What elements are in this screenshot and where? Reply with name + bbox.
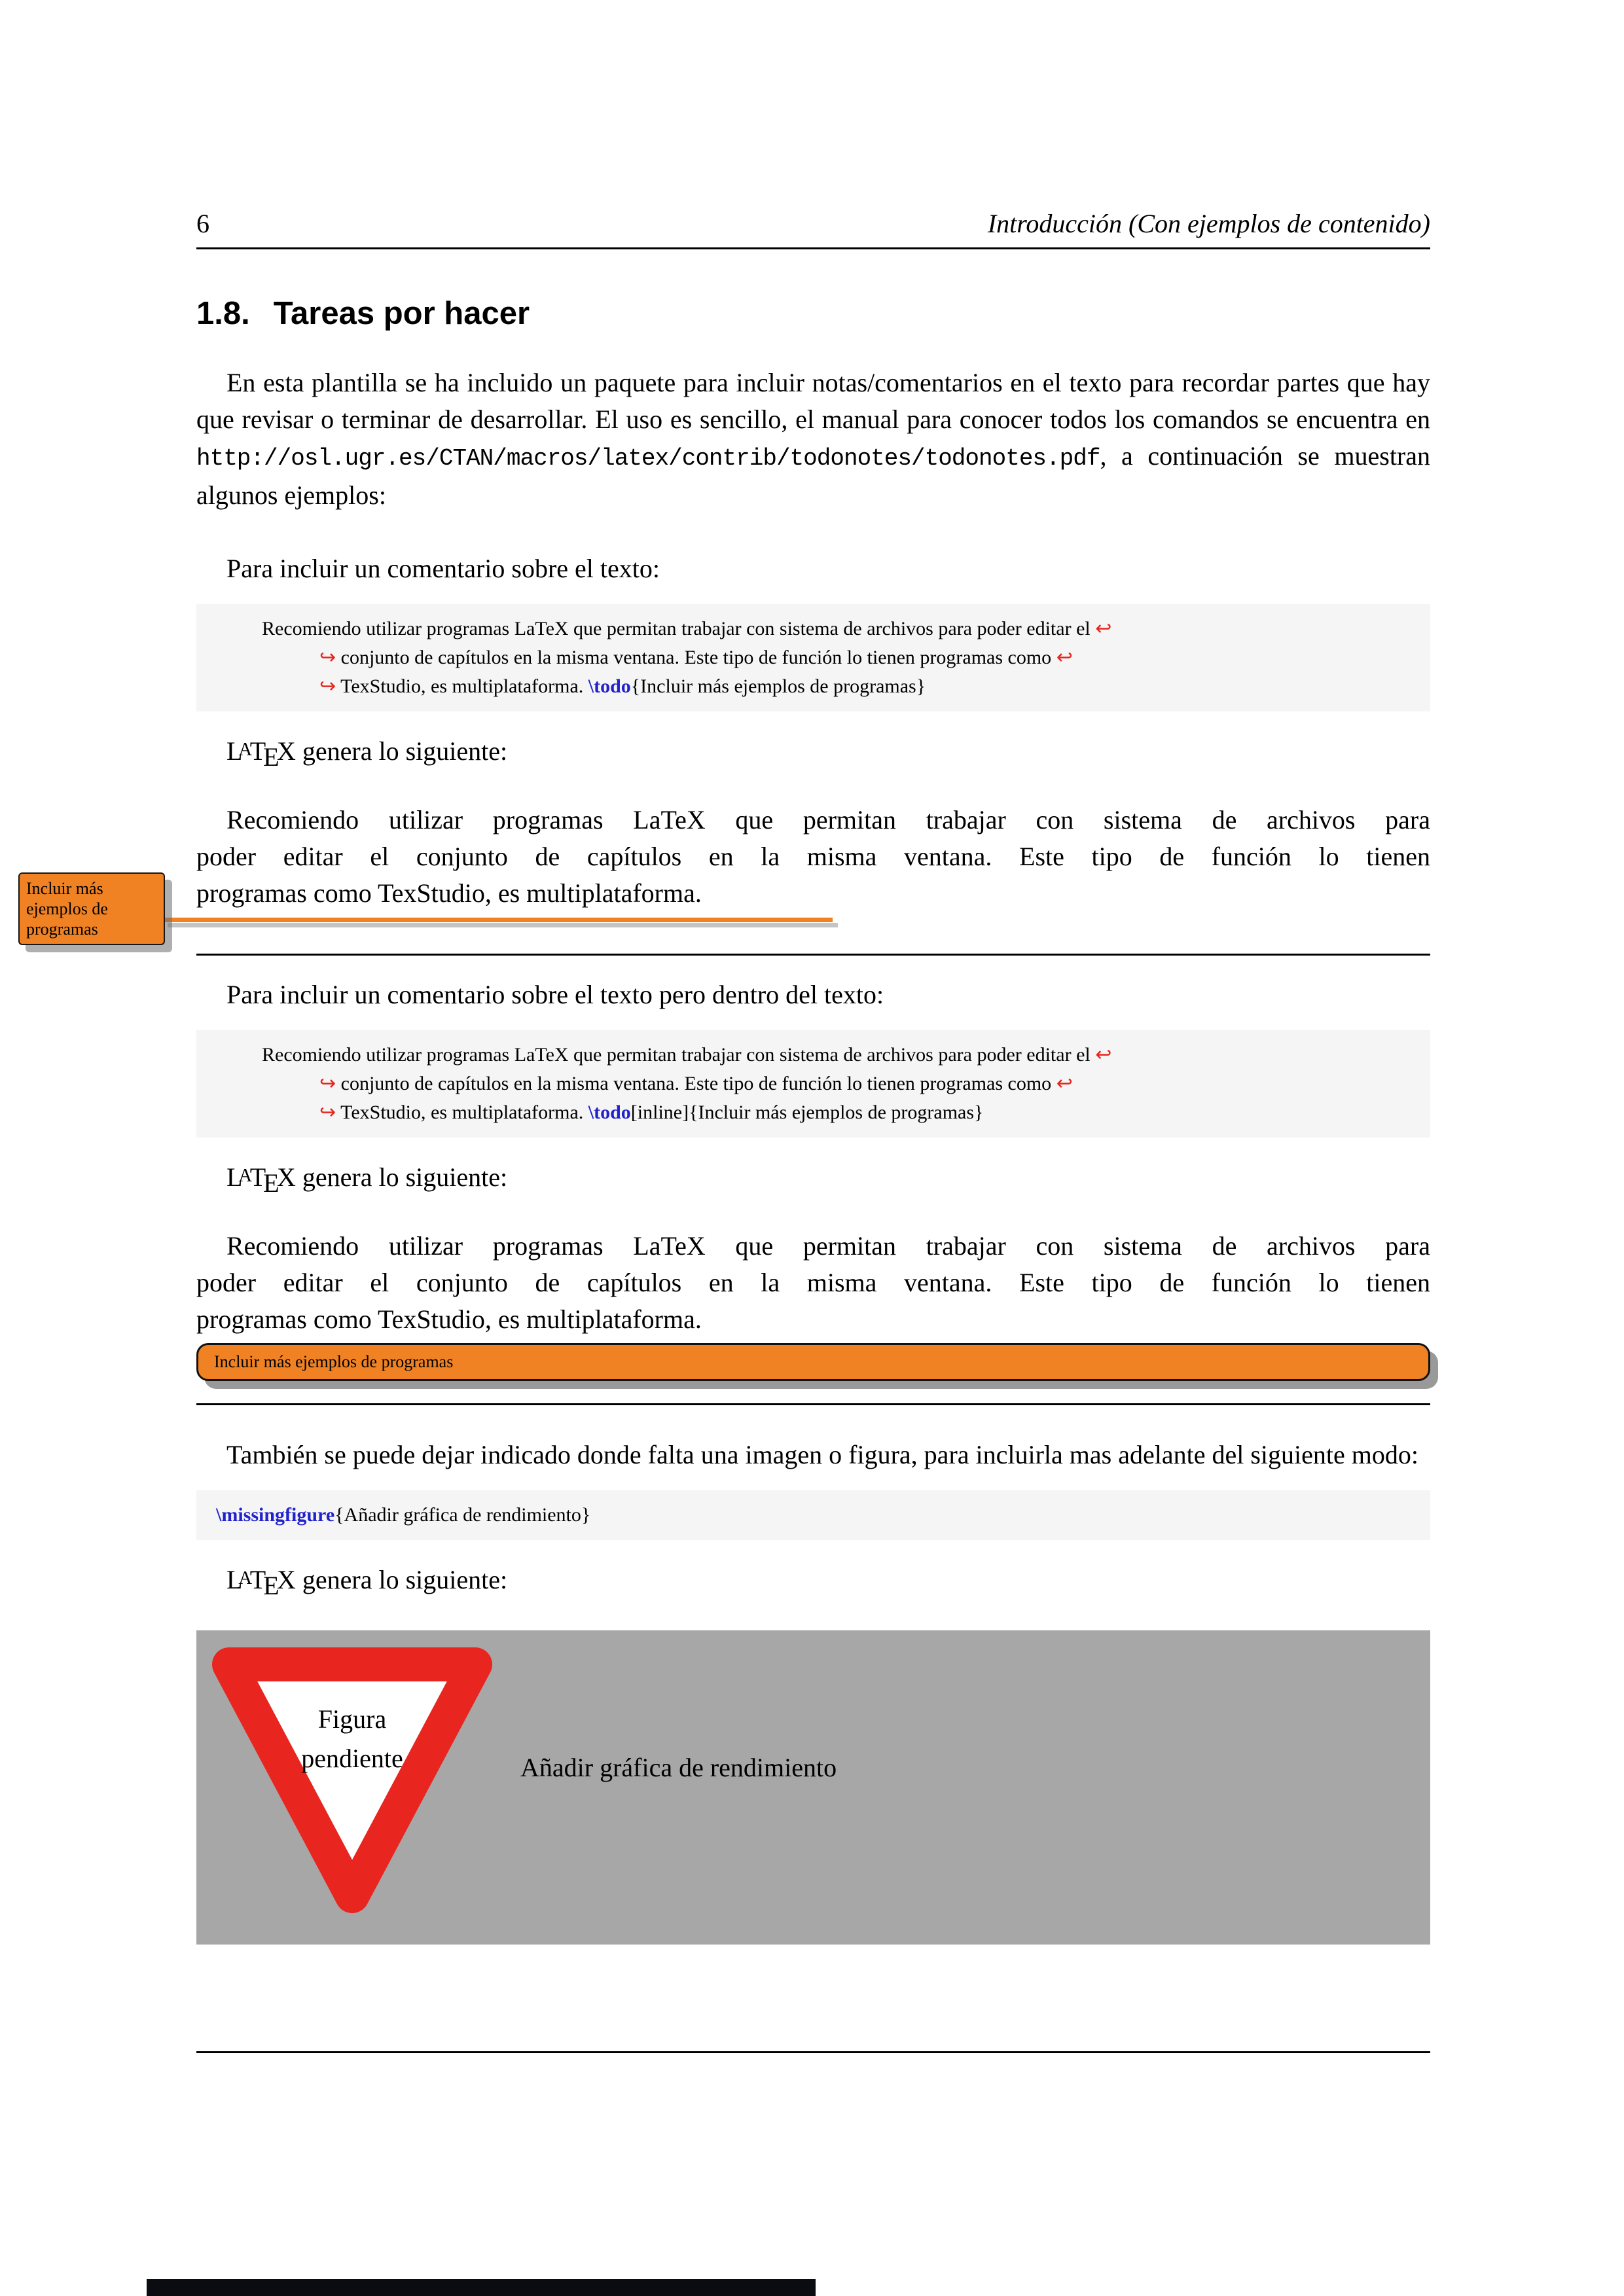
latex-logo-letter: L (226, 1162, 243, 1193)
todo-command-args: {Incluir más ejemplos de programas} (689, 1101, 984, 1123)
intro-text-before: En esta plantilla se ha incluido un paquete para incluir notas/comentarios en el texto para recordar partes que hay que revisar o terminar de desarrollar. El uso es sencillo, el manual para conocer todos los comandos se encuentra en (196, 368, 1430, 434)
latex-output-text: genera lo siguiente: (295, 1565, 508, 1595)
code-line (196, 1069, 1430, 1098)
line-break-arrow-icon: ↩ (1095, 1043, 1112, 1066)
inline-note-text: Incluir más ejemplos de programas (214, 1352, 454, 1371)
latex-logo-letter: L (226, 1565, 243, 1595)
latex-logo-letter: X (277, 1565, 296, 1595)
code-line (196, 1501, 1430, 1530)
result-line: programas como TexStudio, es multiplataforma. (196, 878, 702, 908)
line-break-arrow-icon: ↩ (1056, 1072, 1073, 1094)
section-number: 1.8. (196, 296, 250, 331)
line-break-arrow-icon: ↩ (1056, 647, 1073, 668)
page-number: 6 (196, 209, 209, 238)
section-heading (196, 296, 1430, 331)
latex-output-line-1 (196, 731, 1430, 776)
latex-logo-letter: A (238, 739, 253, 760)
latex-logo-letter: T (249, 1565, 266, 1595)
latex-output-line-3 (196, 1560, 1430, 1604)
result-paragraph-1 (26, 802, 1430, 939)
latex-output-line-2 (196, 1157, 1430, 1202)
code-text: Recomiendo utilizar programas LaTeX que permitan trabajar con sistema de archivos para poder editar el (262, 618, 1096, 639)
margin-note-text: Incluir más ejemplos de programas (26, 878, 108, 939)
code-listing-todo-inline (196, 1030, 1430, 1138)
footer-rule (196, 2051, 1430, 2053)
page-header (196, 208, 1430, 249)
todo-inline-note (196, 1343, 1430, 1381)
latex-logo-letter: L (226, 736, 243, 766)
todonotes-manual-url[interactable]: http://osl.ugr.es/CTAN/macros/latex/contrib/todonotes/todonotes.pdf (196, 445, 1100, 472)
page-bottom-artifact (147, 2279, 816, 2296)
missingfigure-command: \missingfigure (216, 1503, 335, 1526)
example2-lead: Para incluir un comentario sobre el texto pero dentro del texto: (226, 979, 884, 1009)
code-text: conjunto de capítulos en la misma ventana. Este tipo de función lo tienen programas como (336, 1072, 1056, 1094)
code-line (196, 615, 1430, 643)
missingfigure-args: {Añadir gráfica de rendimiento} (334, 1503, 591, 1526)
latex-logo-letter: E (263, 1168, 280, 1198)
result-paragraph-2 (196, 1228, 1430, 1338)
code-line (196, 643, 1430, 672)
result-line: Recomiendo utilizar programas LaTeX que permitan trabajar con sistema de archivos para (226, 804, 1430, 834)
result-line: poder editar el conjunto de capítulos en la misma ventana. Este tipo de función lo tienen (196, 1267, 1430, 1297)
separator-rule-2 (196, 1403, 1430, 1405)
result-line: programas como TexStudio, es multiplataforma. (196, 1304, 702, 1334)
code-line (196, 1041, 1430, 1069)
figure-intro-paragraph: También se puede dejar indicado donde falta una imagen o figura, para incluirla mas adelante del siguiente modo: (226, 1439, 1418, 1469)
latex-logo (226, 736, 296, 772)
todo-command-opts: [inline] (630, 1101, 689, 1123)
intro-paragraph (196, 365, 1430, 514)
line-continue-arrow-icon: ↪ (319, 1072, 336, 1094)
todo-highlight-underline (162, 918, 833, 922)
figure-caption: Añadir gráfica de rendimiento (520, 1752, 837, 1782)
result-line: poder editar el conjunto de capítulos en la misma ventana. Este tipo de función lo tienen (196, 841, 1430, 871)
todo-command: \todo (588, 675, 631, 697)
missing-figure-box (196, 1630, 1430, 1945)
line-break-arrow-icon: ↩ (1095, 618, 1112, 639)
latex-logo-letter: A (238, 1567, 253, 1588)
line-continue-arrow-icon: ↪ (319, 1101, 336, 1123)
latex-logo-letter: E (263, 1570, 280, 1600)
latex-logo-letter: X (277, 736, 296, 766)
code-text: conjunto de capítulos en la misma ventana. Este tipo de función lo tienen programas como (336, 647, 1056, 668)
section-title: Tareas por hacer (273, 296, 530, 331)
figure-pending-label-line2: pendiente (301, 1743, 403, 1773)
result-line: Recomiendo utilizar programas LaTeX que permitan trabajar con sistema de archivos para (226, 1230, 1430, 1261)
latex-logo-letter: A (238, 1164, 253, 1186)
todo-margin-note (18, 872, 165, 945)
separator-rule-1 (196, 954, 1430, 956)
code-text: Recomiendo utilizar programas LaTeX que permitan trabajar con sistema de archivos para poder editar el (262, 1043, 1096, 1066)
code-text: TexStudio, es multiplataforma. (336, 675, 588, 697)
latex-logo (226, 1565, 296, 1600)
text-column (26, 208, 1430, 1945)
code-listing-todo (196, 604, 1430, 711)
todo-command-args: {Incluir más ejemplos de programas} (630, 675, 926, 697)
code-line (196, 672, 1430, 701)
latex-output-text: genera lo siguiente: (295, 736, 508, 766)
latex-logo-letter: T (249, 1162, 266, 1193)
latex-logo-letter: E (263, 742, 280, 772)
todo-command: \todo (588, 1101, 631, 1123)
running-title: Introducción (Con ejemplos de contenido) (987, 209, 1430, 238)
latex-logo-letter: X (277, 1162, 296, 1193)
line-continue-arrow-icon: ↪ (319, 675, 336, 697)
code-line (196, 1098, 1430, 1127)
code-text: TexStudio, es multiplataforma. (336, 1101, 588, 1123)
figure-pending-label-line1: Figura (317, 1704, 387, 1734)
warning-triangle-icon (204, 1646, 500, 1914)
code-listing-missingfigure (196, 1490, 1430, 1540)
latex-logo-letter: T (249, 736, 266, 766)
latex-logo (226, 1162, 296, 1198)
intro-text-after: , a continuación se muestran algunos ejemplos: (196, 441, 1430, 510)
line-continue-arrow-icon: ↪ (319, 647, 336, 668)
latex-output-text: genera lo siguiente: (295, 1162, 508, 1193)
example1-lead: Para incluir un comentario sobre el texto: (226, 554, 660, 583)
